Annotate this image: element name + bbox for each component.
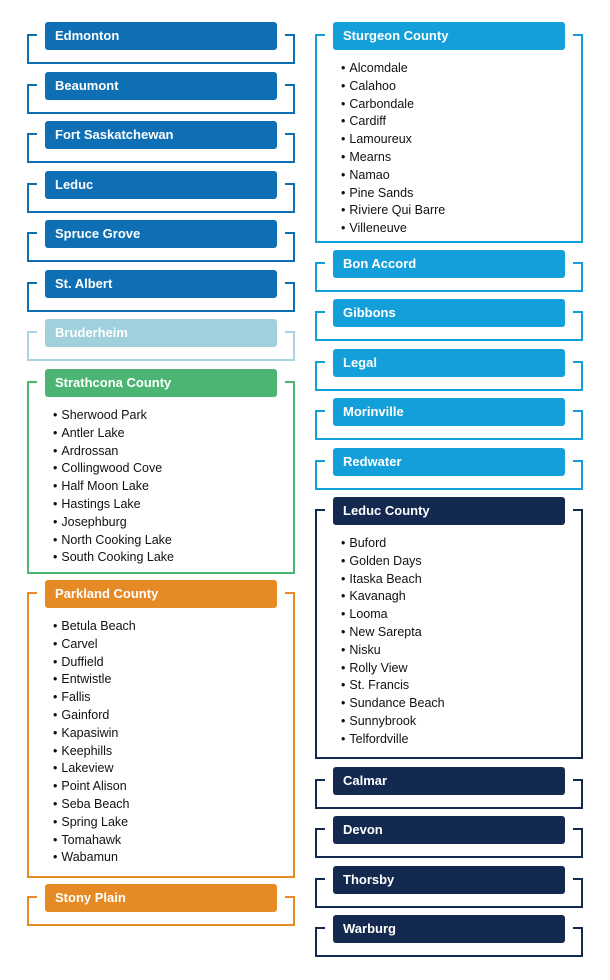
- card-title: Beaumont: [45, 72, 277, 100]
- list-item: • Antler Lake: [53, 425, 174, 443]
- card-leduc: [27, 171, 295, 213]
- list-item: • Namao: [341, 167, 445, 185]
- card-title: Sturgeon County: [333, 22, 565, 50]
- community-list: [341, 535, 445, 749]
- list-item: • Duffield: [53, 654, 136, 672]
- list-item: • Lamoureux: [341, 131, 445, 149]
- list-item: • Carvel: [53, 636, 136, 654]
- list-item: • Cardiff: [341, 113, 445, 131]
- card-title: Bruderheim: [45, 319, 277, 347]
- card-title: Legal: [333, 349, 565, 377]
- card-title: Edmonton: [45, 22, 277, 50]
- card-title: Gibbons: [333, 299, 565, 327]
- list-item: • Point Alison: [53, 778, 136, 796]
- card-title: Leduc County: [333, 497, 565, 525]
- card-calmar: [315, 767, 583, 809]
- card-stony-plain: [27, 884, 295, 926]
- list-item: • Villeneuve: [341, 220, 445, 238]
- list-item: • Sundance Beach: [341, 695, 445, 713]
- list-item: • Lakeview: [53, 760, 136, 778]
- list-item: • Sunnybrook: [341, 713, 445, 731]
- list-item: • North Cooking Lake: [53, 532, 174, 550]
- card-title: Morinville: [333, 398, 565, 426]
- list-item: • Entwistle: [53, 671, 136, 689]
- list-item: • Spring Lake: [53, 814, 136, 832]
- card-title: Leduc: [45, 171, 277, 199]
- card-bruderheim: [27, 319, 295, 361]
- card-morinville: [315, 398, 583, 440]
- list-item: • Betula Beach: [53, 618, 136, 636]
- list-item: • South Cooking Lake: [53, 549, 174, 567]
- list-item: • Keephills: [53, 743, 136, 761]
- card-gibbons: [315, 299, 583, 341]
- card-redwater: [315, 448, 583, 490]
- card-st-albert: [27, 270, 295, 312]
- card-warburg: [315, 915, 583, 957]
- card-bon-accord: [315, 250, 583, 292]
- list-item: • Nisku: [341, 642, 445, 660]
- card-beaumont: [27, 72, 295, 114]
- list-item: • Collingwood Cove: [53, 460, 174, 478]
- card-title: Warburg: [333, 915, 565, 943]
- list-item: • Rolly View: [341, 660, 445, 678]
- card-title: St. Albert: [45, 270, 277, 298]
- card-parkland-county: [27, 580, 295, 878]
- list-item: • Itaska Beach: [341, 571, 445, 589]
- list-item: • Fallis: [53, 689, 136, 707]
- list-item: • Half Moon Lake: [53, 478, 174, 496]
- list-item: • Alcomdale: [341, 60, 445, 78]
- list-item: • Golden Days: [341, 553, 445, 571]
- card-title: Fort Saskatchewan: [45, 121, 277, 149]
- list-item: • Josephburg: [53, 514, 174, 532]
- list-item: • Seba Beach: [53, 796, 136, 814]
- list-item: • Buford: [341, 535, 445, 553]
- card-title: Stony Plain: [45, 884, 277, 912]
- card-sturgeon-county: [315, 22, 583, 243]
- card-title: Devon: [333, 816, 565, 844]
- list-item: • Mearns: [341, 149, 445, 167]
- list-item: • Carbondale: [341, 96, 445, 114]
- card-title: Calmar: [333, 767, 565, 795]
- list-item: • Calahoo: [341, 78, 445, 96]
- list-item: • Sherwood Park: [53, 407, 174, 425]
- card-spruce-grove: [27, 220, 295, 262]
- list-item: • Gainford: [53, 707, 136, 725]
- card-title: Strathcona County: [45, 369, 277, 397]
- list-item: • Ardrossan: [53, 443, 174, 461]
- card-title: Redwater: [333, 448, 565, 476]
- community-list: [341, 60, 445, 238]
- list-item: • St. Francis: [341, 677, 445, 695]
- list-item: • Kavanagh: [341, 588, 445, 606]
- card-title: Parkland County: [45, 580, 277, 608]
- list-item: • Riviere Qui Barre: [341, 202, 445, 220]
- card-fort-saskatchewan: [27, 121, 295, 163]
- list-item: • Looma: [341, 606, 445, 624]
- community-list: [53, 618, 136, 867]
- card-edmonton: [27, 22, 295, 64]
- list-item: • Telfordville: [341, 731, 445, 749]
- card-title: Bon Accord: [333, 250, 565, 278]
- list-item: • Tomahawk: [53, 832, 136, 850]
- card-strathcona-county: [27, 369, 295, 574]
- card-leduc-county: [315, 497, 583, 759]
- card-legal: [315, 349, 583, 391]
- card-devon: [315, 816, 583, 858]
- list-item: • Hastings Lake: [53, 496, 174, 514]
- list-item: • Pine Sands: [341, 185, 445, 203]
- list-item: • New Sarepta: [341, 624, 445, 642]
- card-title: Thorsby: [333, 866, 565, 894]
- card-thorsby: [315, 866, 583, 908]
- list-item: • Wabamun: [53, 849, 136, 867]
- list-item: • Kapasiwin: [53, 725, 136, 743]
- community-list: [53, 407, 174, 567]
- card-title: Spruce Grove: [45, 220, 277, 248]
